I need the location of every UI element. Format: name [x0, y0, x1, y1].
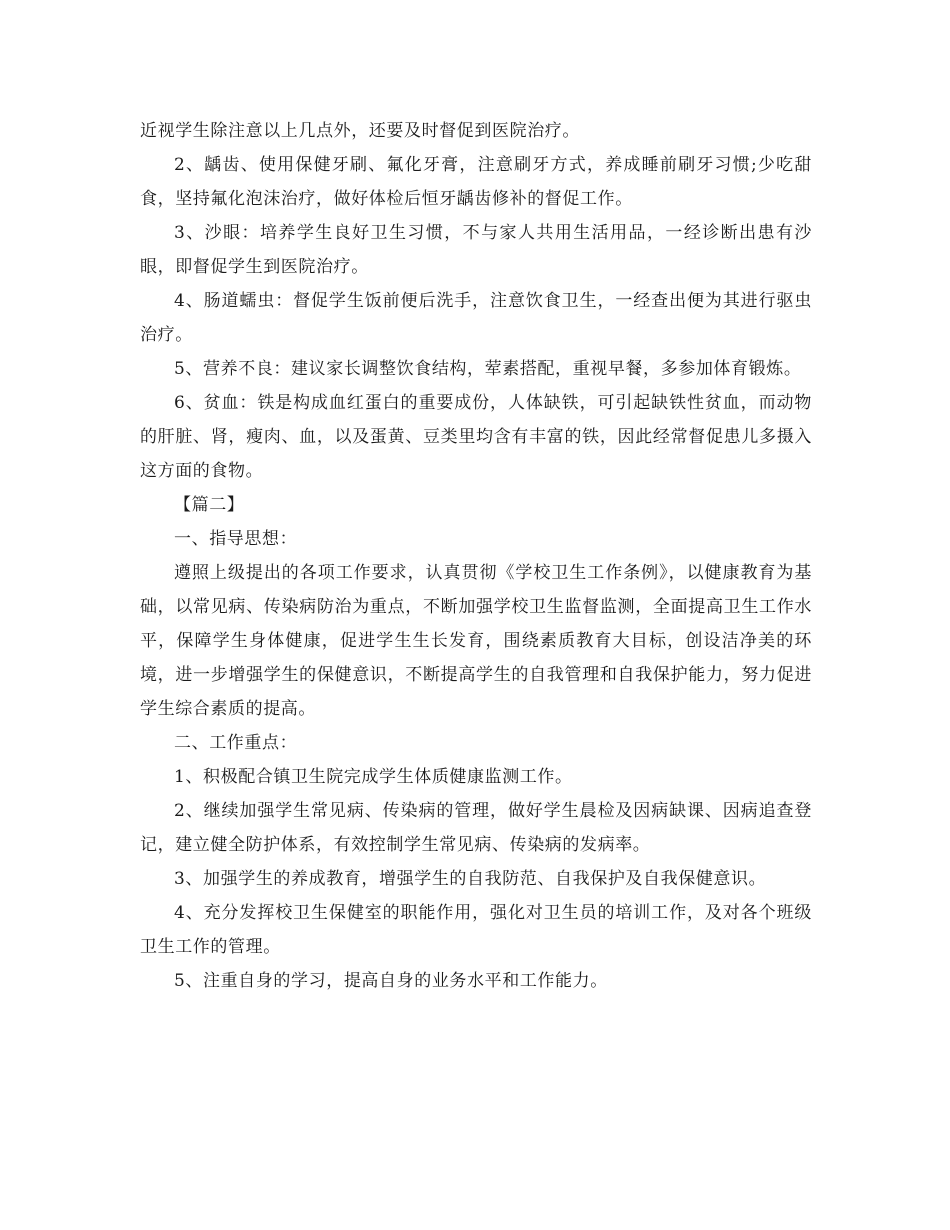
paragraph-anemia: 6、贫血：铁是构成血红蛋白的重要成份，人体缺铁，可引起缺铁性贫血，而动物的肝脏、肾，瘦肉、血，以及蛋黄、豆类里均含有丰富的铁，因此经常督促患儿多摄入这方面的食物。	[140, 393, 812, 481]
paragraph-intestinal-worms: 4、肠道蠕虫：督促学生饭前便后洗手，注意饮食卫生，一经查出便为其进行驱虫治疗。	[140, 291, 812, 345]
paragraph-guiding-ideology: 遵照上级提出的各项工作要求，认真贯彻《学校卫生工作条例》，以健康教育为基础，以常见病、传染病防治为重点，不断加强学校卫生监督监测，全面提高卫生工作水平，保障学生身体健康，促进学生生长发育，围绕素质教育大目标，创设洁净美的环境，进一步增强学生的保健意识，不断提高学生的自我管理和自我保护能力，努力促进学生综合素质的提高。	[140, 563, 812, 719]
heading-guiding-ideology: 一、指导思想：	[174, 529, 298, 549]
paragraph-focus-1: 1、积极配合镇卫生院完成学生体质健康监测工作。	[174, 767, 573, 787]
paragraph-focus-3: 3、加强学生的养成教育，增强学生的自我防范、自我保护及自我保健意识。	[174, 869, 767, 889]
paragraph-focus-4: 4、充分发挥校卫生保健室的职能作用，强化对卫生员的培训工作，及对各个班级卫生工作的管理。	[140, 903, 812, 957]
paragraph-myopia-continuation: 近视学生除注意以上几点外，还要及时督促到医院治疗。	[140, 121, 580, 141]
heading-work-focus: 二、工作重点：	[174, 733, 298, 753]
paragraph-dental-caries: 2、龋齿、使用保健牙刷、氟化牙膏，注意刷牙方式，养成睡前刷牙习惯;少吃甜食，坚持氟化泡沫治疗，做好体检后恒牙龋齿修补的督促工作。	[140, 155, 812, 209]
document-body	[140, 114, 812, 998]
paragraph-trachoma: 3、沙眼：培养学生良好卫生习惯，不与家人共用生活用品，一经诊断出患有沙眼，即督促学生到医院治疗。	[140, 223, 812, 277]
paragraph-focus-2: 2、继续加强学生常见病、传染病的管理，做好学生晨检及因病缺课、因病追查登记，建立健全防护体系，有效控制学生常见病、传染病的发病率。	[140, 801, 812, 855]
section-heading-part-two: 【篇二】	[174, 495, 245, 515]
paragraph-focus-5: 5、注重自身的学习，提高自身的业务水平和工作能力。	[174, 971, 608, 991]
paragraph-malnutrition: 5、营养不良：建议家长调整饮食结构，荤素搭配，重视早餐，多参加体育锻炼。	[174, 359, 802, 379]
